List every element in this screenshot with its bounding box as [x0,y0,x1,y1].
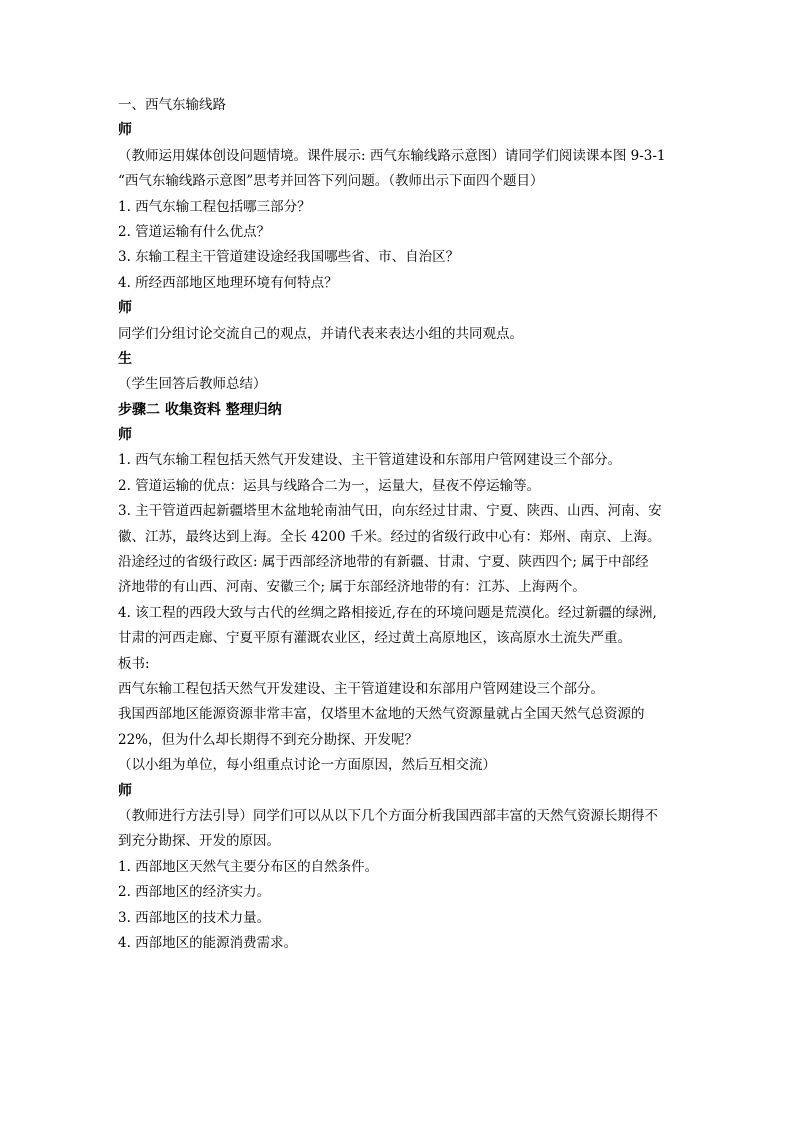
question-item: 4. 所经西部地区地理环境有何特点？ [118,274,338,291]
method-guide-line: （教师进行方法引导）同学们可以从以下几个方面分析我国西部丰富的天然气资源长期得不 [118,807,658,824]
method-guide-line: 到充分勘探、开发的原因。 [118,833,280,850]
discussion-prompt: 同学们分组讨论交流自己的观点，并请代表来表达小组的共同观点。 [118,325,523,342]
role-label-teacher: 师 [118,782,132,799]
factor-item: 2. 西部地区的经济实力。 [118,884,271,901]
group-note: （以小组为单位，每小组重点讨论一方面原因，然后互相交流） [118,757,496,774]
role-label-student: 生 [118,350,132,367]
board-text-line: 西气东输工程包括天然气开发建设、主干管道建设和东部用户管网建设三个部分。 [118,680,604,697]
answer-item-line: 沿途经过的省级行政区: 属于西部经济地带的有新疆、甘肃、宁夏、陕西四个; 属于中部经 [118,554,649,571]
factor-item: 4. 西部地区的能源消费需求。 [118,934,298,951]
answer-item-line: 3. 主干管道西起新疆塔里木盆地轮南油气田，向东经过甘肃、宁夏、陕西、山西、河南、安 [118,503,662,520]
question-item: 1. 西气东输工程包括哪三部分？ [118,198,311,215]
board-text-line: 我国西部地区能源资源非常丰富，仅塔里木盆地的天然气资源量就占全国天然气总资源的 [118,706,645,723]
student-note: （学生回答后教师总结） [118,376,267,393]
factor-item: 1. 西部地区天然气主要分布区的自然条件。 [118,858,379,875]
board-text-line: 22%，但为什么却长期得不到充分勘探、开发呢？ [118,731,419,748]
intro-paragraph-line: “西气东输线路示意图”思考并回答下列问题。（教师出示下面四个题目） [118,173,544,190]
question-item: 3. 东输工程主干管道建设途经我国哪些省、市、自治区？ [118,249,460,266]
step-heading: 步骤二 收集资料 整理归纳 [118,401,282,418]
answer-item-line: 4. 该工程的西段大致与古代的丝绸之路相接近,存在的环境问题是荒漠化。经过新疆的绿洲, [118,604,657,621]
role-label-teacher: 师 [118,427,132,444]
answer-item-line: 徽、江苏，最终达到上海。全长 4200 千米。经过的省级行政中心有：郑州、南京、上海。 [118,528,661,545]
document-body [118,95,683,958]
question-item: 2. 管道运输有什么优点？ [118,223,271,240]
answer-item: 2. 管道运输的优点：运具与线路合二为一，运量大，昼夜不停运输等。 [118,477,541,494]
answer-item-line: 甘肃的河西走廊、宁夏平原有灌溉农业区，经过黄土高原地区，该高原水土流失严重。 [118,630,631,647]
role-label-teacher: 师 [118,300,132,317]
role-label-teacher: 师 [118,122,132,139]
intro-paragraph-line: （教师运用媒体创设问题情境。课件展示: 西气东输线路示意图）请同学们阅读课本图 9-3-1 [118,147,666,164]
board-label: 板书: [118,655,150,672]
section-heading: 一、西气东输线路 [118,97,226,113]
answer-item: 1. 西气东输工程包括天然气开发建设、主干管道建设和东部用户管网建设三个部分。 [118,452,622,469]
factor-item: 3. 西部地区的技术力量。 [118,909,271,926]
answer-item-line: 济地带的有山西、河南、安徽三个; 属于东部经济地带的有：江苏、上海两个。 [118,579,586,596]
